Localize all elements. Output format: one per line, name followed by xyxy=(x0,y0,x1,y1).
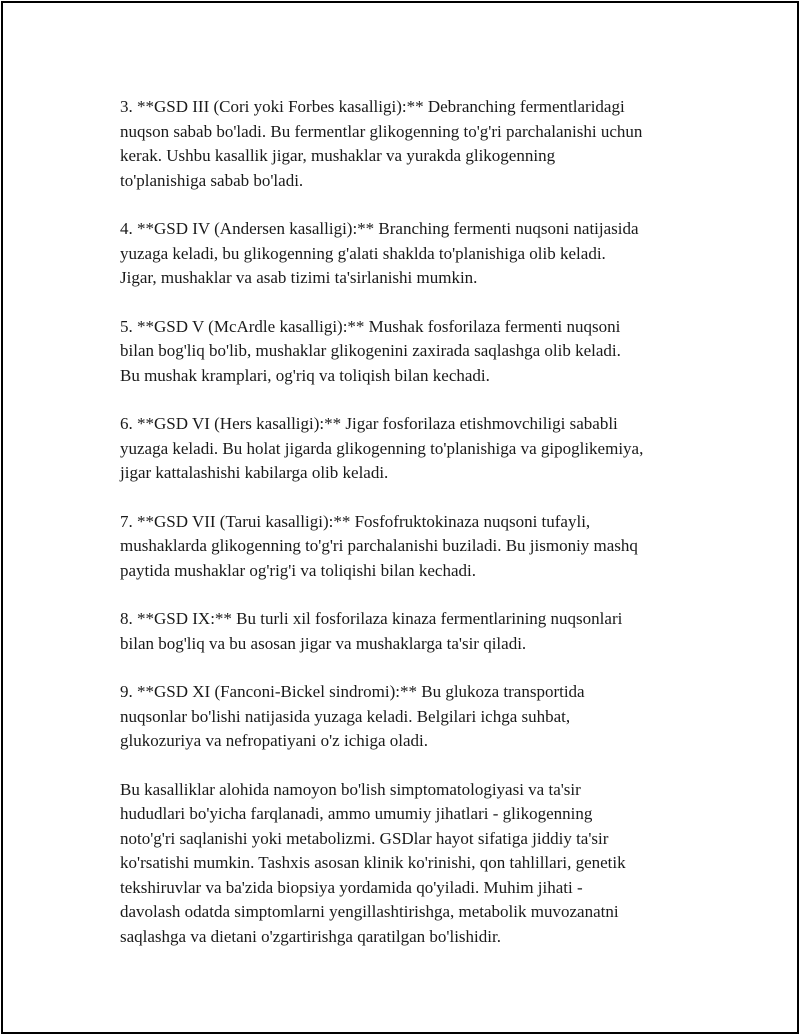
text-line: to'planishiga sabab bo'ladi. xyxy=(120,170,304,190)
text-line: Bu kasalliklar alohida namoyon bo'lish simptomatologiyasi va ta'sir xyxy=(120,779,581,799)
text-line: saqlashga va dietani o'zgartirishga qaratilgan bo'lishidir. xyxy=(120,926,501,946)
text-line: 6. **GSD VI (Hers kasalligi):** Jigar fosforilaza etishmovchiligi sababli xyxy=(120,414,618,433)
text-line: 7. **GSD VII (Tarui kasalligi):** Fosfofruktokinaza nuqsoni tufayli, xyxy=(120,511,591,531)
list-item-gsd-vii xyxy=(120,510,720,584)
text-line: nuqsonlar bo'lishi natijasida yuzaga keladi. Belgilari ichga suhbat, xyxy=(120,706,571,726)
text-line: Bu mushak kramplari, og'riq va toliqish bilan kechadi. xyxy=(120,365,490,385)
list-item-gsd-v xyxy=(120,315,720,389)
list-item-gsd-iii xyxy=(120,95,720,193)
text-line: 9. **GSD XI (Fanconi-Bickel sindromi):** Bu glukoza transportida xyxy=(120,682,585,701)
text-line: yuzaga keladi, bu glikogenning g'alati shaklda to'planishiga olib keladi. xyxy=(120,243,606,263)
list-item-gsd-iv xyxy=(120,217,720,291)
text-line: glukozuriya va nefropatiyani o'z ichiga oladi. xyxy=(120,731,429,750)
text-line: tekshiruvlar va ba'zida biopsiya yordamida qo'yiladi. Muhim jihati - xyxy=(120,877,583,897)
text-line: yuzaga keladi. Bu holat jigarda glikogenning to'planishiga va gipoglikemiya, xyxy=(120,438,644,458)
text-line: nuqson sabab bo'ladi. Bu fermentlar glikogenning to'g'ri parchalanishi uchun xyxy=(120,121,643,141)
text-line: 8. **GSD IX:** Bu turli xil fosforilaza kinaza fermentlarining nuqsonlari xyxy=(120,609,623,628)
text-line: 4. **GSD IV (Andersen kasalligi):** Branching fermenti nuqsoni natijasida xyxy=(120,219,639,238)
list-item-gsd-vi xyxy=(120,412,720,486)
list-item-gsd-ix xyxy=(120,607,720,656)
text-line: mushaklarda glikogenning to'g'ri parchalanishi buziladi. Bu jismoniy mashq xyxy=(120,536,638,555)
text-line: paytida mushaklar og'rig'i va toliqishi bilan kechadi. xyxy=(120,560,476,580)
summary-paragraph xyxy=(120,778,720,950)
text-line: bilan bog'liq bo'lib, mushaklar glikogenini zaxirada saqlashga olib keladi. xyxy=(120,341,621,360)
text-line: bilan bog'liq va bu asosan jigar va mushaklarga ta'sir qiladi. xyxy=(120,633,527,653)
text-line: kerak. Ushbu kasallik jigar, mushaklar va yurakda glikogenning xyxy=(120,146,556,165)
document-body xyxy=(120,95,720,973)
text-line: ko'rsatishi mumkin. Tashxis asosan klinik ko'rinishi, qon tahlillari, genetik xyxy=(120,853,626,872)
text-line: jigar kattalashishi kabilarga olib keladi. xyxy=(120,463,389,482)
text-line: davolash odatda simptomlarni yengillashtirishga, metabolik muvozanatni xyxy=(120,902,619,921)
text-line: noto'g'ri saqlanishi yoki metabolizmi. GSDlar hayot sifatiga jiddiy ta'sir xyxy=(120,828,609,848)
list-item-gsd-xi xyxy=(120,680,720,754)
text-line: hududlari bo'yicha farqlanadi, ammo umumiy jihatlari - glikogenning xyxy=(120,804,593,823)
text-line: 3. **GSD III (Cori yoki Forbes kasalligi):** Debranching fermentlaridagi xyxy=(120,97,625,116)
text-line: Jigar, mushaklar va asab tizimi ta'sirlanishi mumkin. xyxy=(120,268,478,287)
document-page xyxy=(1,1,799,1034)
text-line: 5. **GSD V (McArdle kasalligi):** Mushak fosforilaza fermenti nuqsoni xyxy=(120,316,621,336)
